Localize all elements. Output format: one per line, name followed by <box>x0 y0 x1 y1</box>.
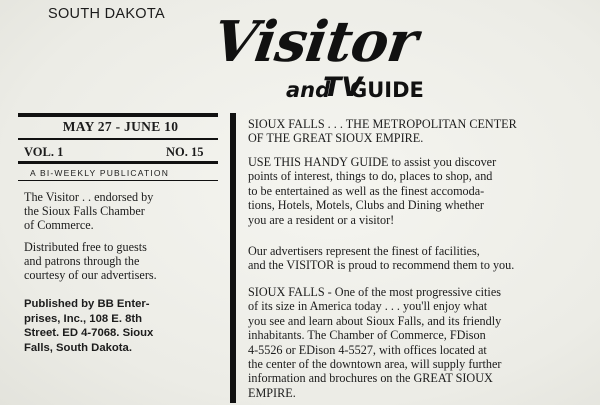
top-rule-left <box>18 113 218 117</box>
text-line: Street. ED 4-7068. Sioux <box>24 327 154 339</box>
publisher-paragraph <box>24 297 212 355</box>
text-line: points of interest, things to do, places to shop, and <box>248 169 493 184</box>
text-line: and the VISITOR is proud to recommend them to you. <box>248 258 515 273</box>
sioux-falls-paragraph <box>248 285 593 400</box>
column-divider <box>230 113 236 403</box>
distribution-paragraph <box>24 240 212 282</box>
text-line: tions, Hotels, Motels, Clubs and Dining whether <box>248 198 484 213</box>
text-line: USE THIS HANDY GUIDE to assist you discover <box>248 155 497 169</box>
text-line: information and brochures on the GREAT SIOUX <box>248 371 493 386</box>
state-label: SOUTH DAKOTA <box>48 6 165 22</box>
volume-rule <box>18 161 218 164</box>
frequency-rule <box>18 180 218 181</box>
title-and: and <box>286 78 331 102</box>
text-line: you see and learn about Sioux Falls, and its friendly <box>248 313 502 328</box>
text-line: Published by BB Enter- <box>24 298 150 310</box>
issue-number: NO. 15 <box>166 145 204 159</box>
text-line: the center of the downtown area, will supply further <box>248 357 502 372</box>
date-rule <box>18 138 218 140</box>
text-line: inhabitants. The Chamber of Commerce, FDison <box>248 328 486 343</box>
title-guide: GUIDE <box>350 78 424 102</box>
text-line: Falls, South Dakota. <box>24 341 132 354</box>
text-line: you are a resident or a visitor! <box>248 212 395 227</box>
text-line: prises, Inc., 108 E. 8th <box>24 312 143 325</box>
advertisers-paragraph <box>248 244 593 273</box>
text-line: Distributed free to guests <box>24 240 147 254</box>
text-line: of Commerce. <box>24 218 94 232</box>
text-line: 4-5526 or EDison 4-5527, with offices located at <box>248 342 487 357</box>
text-line: the Sioux Falls Chamber <box>24 204 145 218</box>
text-line: Our advertisers represent the finest of facilities, <box>248 244 480 258</box>
guide-use-paragraph <box>248 155 593 227</box>
issue-date-range: MAY 27 - JUNE 10 <box>62 119 179 134</box>
text-line: The Visitor . . endorsed by <box>24 190 154 204</box>
text-line: courtesy of our advertisers. <box>24 268 157 282</box>
title-visitor: Visitor <box>209 9 421 75</box>
endorsement-paragraph <box>24 190 212 232</box>
text-line: EMPIRE. <box>248 385 296 400</box>
text-line: OF THE GREAT SIOUX EMPIRE. <box>248 131 424 146</box>
text-line: and patrons through the <box>24 254 140 268</box>
intro-paragraph <box>248 117 593 146</box>
volume-label: VOL. 1 <box>24 145 64 159</box>
title-tv: TV <box>323 72 363 103</box>
text-line: to be entertained as well as the finest accomoda- <box>248 183 485 198</box>
text-line: SIOUX FALLS . . . THE METROPOLITAN CENTER <box>248 117 517 131</box>
publication-frequency: A BI-WEEKLY PUBLICATION <box>30 168 170 178</box>
text-line: of its size in America today . . . you'll enjoy what <box>248 299 488 314</box>
text-line: SIOUX FALLS - One of the most progressive cities <box>248 285 501 299</box>
